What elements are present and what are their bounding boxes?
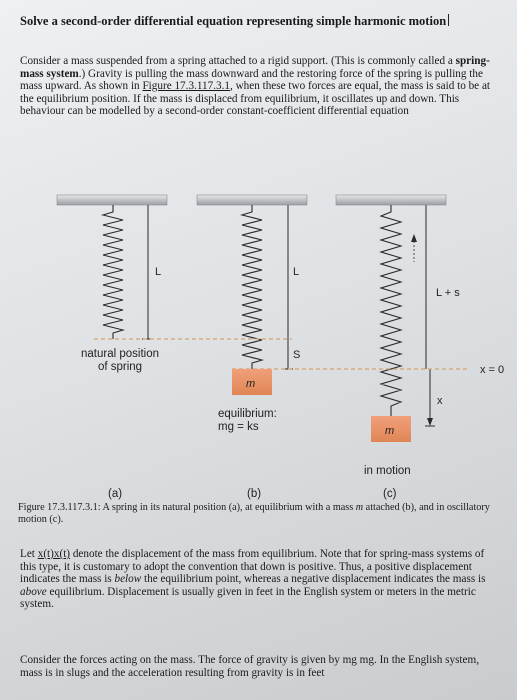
spring-c <box>381 205 401 416</box>
label-L-a: L <box>155 266 162 278</box>
label-s: S <box>293 349 301 361</box>
label-x0: x = 0 <box>480 364 505 376</box>
figure-caption: Figure 17.3.117.3.1: A spring in its natural position (a), at equilibrium with a mass m attached (b), and in oscillatory motion (c). <box>18 502 490 525</box>
subfigure-a-label: (a) <box>108 488 123 500</box>
page-title: Solve a second-order differential equation representing simple harmonic motion <box>20 13 490 29</box>
figure-link[interactable]: Figure 17.3.117.3.1 <box>142 80 230 93</box>
label-x: x <box>437 395 443 407</box>
mass-b-label: m <box>246 378 256 390</box>
forces-paragraph: Consider the forces acting on the mass. The force of gravity is given by mg mg. In the English system, mass is in slugs and the acceleration resulting from gravity is in feet <box>20 654 480 679</box>
text-cursor <box>448 14 449 26</box>
equilibrium-label: equilibrium: mg = ks <box>218 408 277 433</box>
support-b <box>197 195 307 205</box>
subfigure-c-label: (c) <box>383 488 397 500</box>
displacement-paragraph: Let x(t)x(t) denote the displacement of the mass from equilibrium. Note that for spring-mass systems of this type, it is customary to adopt the convention that down is positive. Thus, a positive displacement indicates the mass is below the equilibrium point, whereas a negative displacement indicates the mass is above equilibrium. Displacement is usually given in feet in the English system or meters in the metric system. <box>20 548 486 611</box>
label-L-b: L <box>293 266 300 278</box>
in-motion-label: in motion <box>364 465 411 477</box>
label-Ls: L + s <box>436 287 460 299</box>
mass-c-label: m <box>385 425 395 437</box>
spring-b <box>242 205 262 369</box>
natural-position-label: natural position of spring <box>81 348 159 373</box>
spring-mass-figure <box>0 182 517 512</box>
support-c <box>336 195 446 205</box>
figure-drawing <box>0 182 517 512</box>
support-a <box>57 195 167 205</box>
intro-paragraph: Consider a mass suspended from a spring attached to a rigid support. (This is commonly called a spring-mass system.) Gravity is pulling the mass downward and the restoring force of the spring is pulling the mass upward. As shown in Figure 17.3.117.3.1, when these two forces are equal, the mass is said to be at the equilibrium position. If the mass is displaced from equilibrium, it oscillates up and down. This behaviour can be modelled by a second-order constant-coefficient differential equation <box>20 55 491 118</box>
spring-a <box>103 205 123 339</box>
subfigure-b-label: (b) <box>247 488 262 500</box>
